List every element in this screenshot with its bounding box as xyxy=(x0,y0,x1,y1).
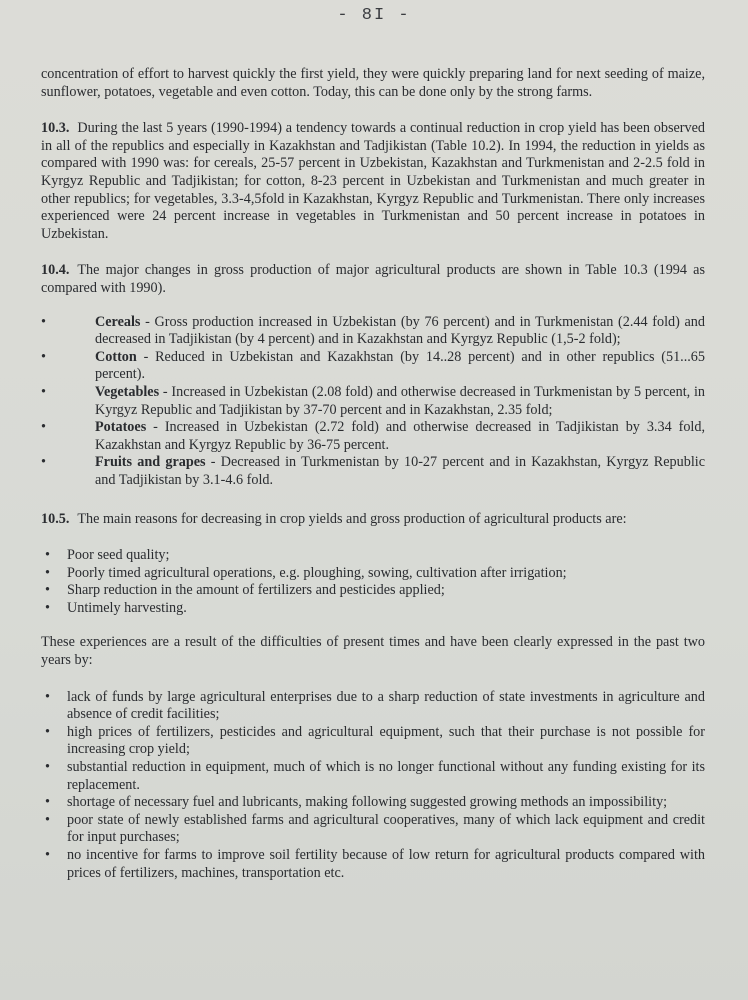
list-item xyxy=(41,565,705,583)
reason-text: Poorly timed agricultural operations, e.g. ploughing, sowing, cultivation after irrigation; xyxy=(67,564,567,581)
list-item xyxy=(41,349,705,384)
section-text: During the last 5 years (1990-1994) a tendency towards a continual reduction in crop yield has been observed in all of the republics and especially in Kazakhstan and Tadjikistan (Table 10.2). In 1994, the reduction in yields as compared with 1990 was: for cereals, 25-57 percent in Uzbekistan, Kazakhstan and Turkmenistan and 2-2.5 fold in Kyrgyz Republic and Tadjikistan; for cotton, 8-23 percent in Uzbekistan and Turkmenistan and much greater in other republics; for vegetables, 3.3-4,5fold in Kazakhstan, Kyrgyz Republic and Turkmenistan. There only increases experienced were 24 percent increase in vegetables in Turkmenistan and 50 percent increase in potatoes in Uzbekistan. xyxy=(41,120,705,242)
list-item xyxy=(41,812,705,847)
crop-text: - Increased in Uzbekistan (2.08 fold) and otherwise decreased in Turkmenistan by 5 percent, in Kyrgyz Republic and Tadjikistan by 37-70 percent and in Kazakhstan, 2.35 fold; xyxy=(95,383,705,418)
list-item xyxy=(41,759,705,794)
list-item xyxy=(41,454,705,489)
crop-name: Cotton xyxy=(95,348,137,365)
section-number: 10.3. xyxy=(41,120,70,137)
page-number: - 8I - xyxy=(337,6,411,25)
experience-text: shortage of necessary fuel and lubricants, making following suggested growing methods an impossibility; xyxy=(67,794,668,811)
reason-text: Sharp reduction in the amount of fertilizers and pesticides applied; xyxy=(67,582,445,599)
list-item xyxy=(41,547,705,565)
experience-text: poor state of newly established farms and agricultural cooperatives, many of which lack equipment and credit for input purchases; xyxy=(67,811,705,846)
list-item xyxy=(41,582,705,600)
section-10-5 xyxy=(41,511,705,529)
experiences-list xyxy=(41,689,705,883)
section-10-3 xyxy=(41,120,705,243)
list-item xyxy=(41,384,705,419)
section-number: 10.4. xyxy=(41,262,70,279)
list-item xyxy=(41,794,705,812)
crop-text: - Increased in Uzbekistan (2.72 fold) and otherwise decreased in Tadjikistan by 3.34 fold, Kazakhstan and Kyrgyz Republic by 36-75 percent. xyxy=(95,419,705,453)
bullet: • xyxy=(41,383,46,400)
crop-text: - Gross production increased in Uzbekistan (by 76 percent) and in Turkmenistan (2.44 fold) and decreased in Tadjikistan (by 4 percent) and in Kazakhstan and Kyrgyz Republic (1,5-2 fold); xyxy=(95,313,705,348)
bullet: • xyxy=(45,564,50,581)
bullet: • xyxy=(41,313,46,330)
reasons-list xyxy=(41,547,705,617)
list-item xyxy=(41,314,705,349)
bullet: • xyxy=(45,599,50,616)
list-item xyxy=(41,600,705,618)
section-number: 10.5. xyxy=(41,511,70,528)
reason-text: Untimely harvesting. xyxy=(67,599,187,616)
experience-text: lack of funds by large agricultural enterprises due to a sharp reduction of state investments in agriculture and absence of credit facilities; xyxy=(67,688,705,723)
experiences-intro: These experiences are a result of the difficulties of present times and have been clearly expressed in the past two years by: xyxy=(41,634,705,669)
list-item xyxy=(41,419,705,454)
bullet: • xyxy=(45,794,50,811)
bullet: • xyxy=(41,348,46,365)
experience-text: high prices of fertilizers, pesticides and agricultural equipment, such that their purchase is not possible for increasing crop yield; xyxy=(67,723,705,758)
bullet: • xyxy=(45,547,50,564)
list-item xyxy=(41,847,705,882)
crop-text: - Reduced in Uzbekistan and Kazakhstan (by 14..28 percent) and in other republics (51...65 percent). xyxy=(95,348,705,383)
crop-name: Cereals xyxy=(95,313,141,330)
crop-name: Potatoes xyxy=(95,419,147,436)
section-text: The main reasons for decreasing in crop yields and gross production of agricultural products are: xyxy=(77,511,627,528)
bullet: • xyxy=(45,723,50,740)
crop-text: - Decreased in Turkmenistan by 10-27 percent and in Kazakhstan, Kyrgyz Republic and Tadjikistan by 3.1-4.6 fold. xyxy=(95,454,706,488)
bullet: • xyxy=(41,454,46,471)
crop-name: Fruits and grapes xyxy=(95,454,206,471)
list-item xyxy=(41,724,705,759)
crop-name: Vegetables xyxy=(95,383,160,400)
bullet: • xyxy=(45,759,50,775)
bullet: • xyxy=(45,688,50,705)
intro-paragraph: concentration of effort to harvest quickly the first yield, they were quickly preparing land for next seeding of maize, sunflower, potatoes, vegetable and even cotton. Today, this can be done only by the strong farms. xyxy=(41,66,705,100)
bullet: • xyxy=(45,582,50,599)
section-10-4 xyxy=(41,262,705,297)
section-text: The major changes in gross production of major agricultural products are shown in Table 10.3 (1994 as compared with 1990). xyxy=(41,262,705,296)
experience-text: no incentive for farms to improve soil fertility because of low return for agricultural products compared with prices of fertilizers, machines, transportation etc. xyxy=(67,846,705,881)
reason-text: Poor seed quality; xyxy=(67,547,170,564)
bullet: • xyxy=(45,811,50,828)
experience-text: substantial reduction in equipment, much of which is no longer functional without any funding existing for its replacement. xyxy=(67,759,705,793)
list-item xyxy=(41,689,705,724)
bullet: • xyxy=(45,846,50,863)
crop-changes-list xyxy=(41,314,705,490)
page-content xyxy=(41,66,705,882)
bullet: • xyxy=(41,419,46,436)
